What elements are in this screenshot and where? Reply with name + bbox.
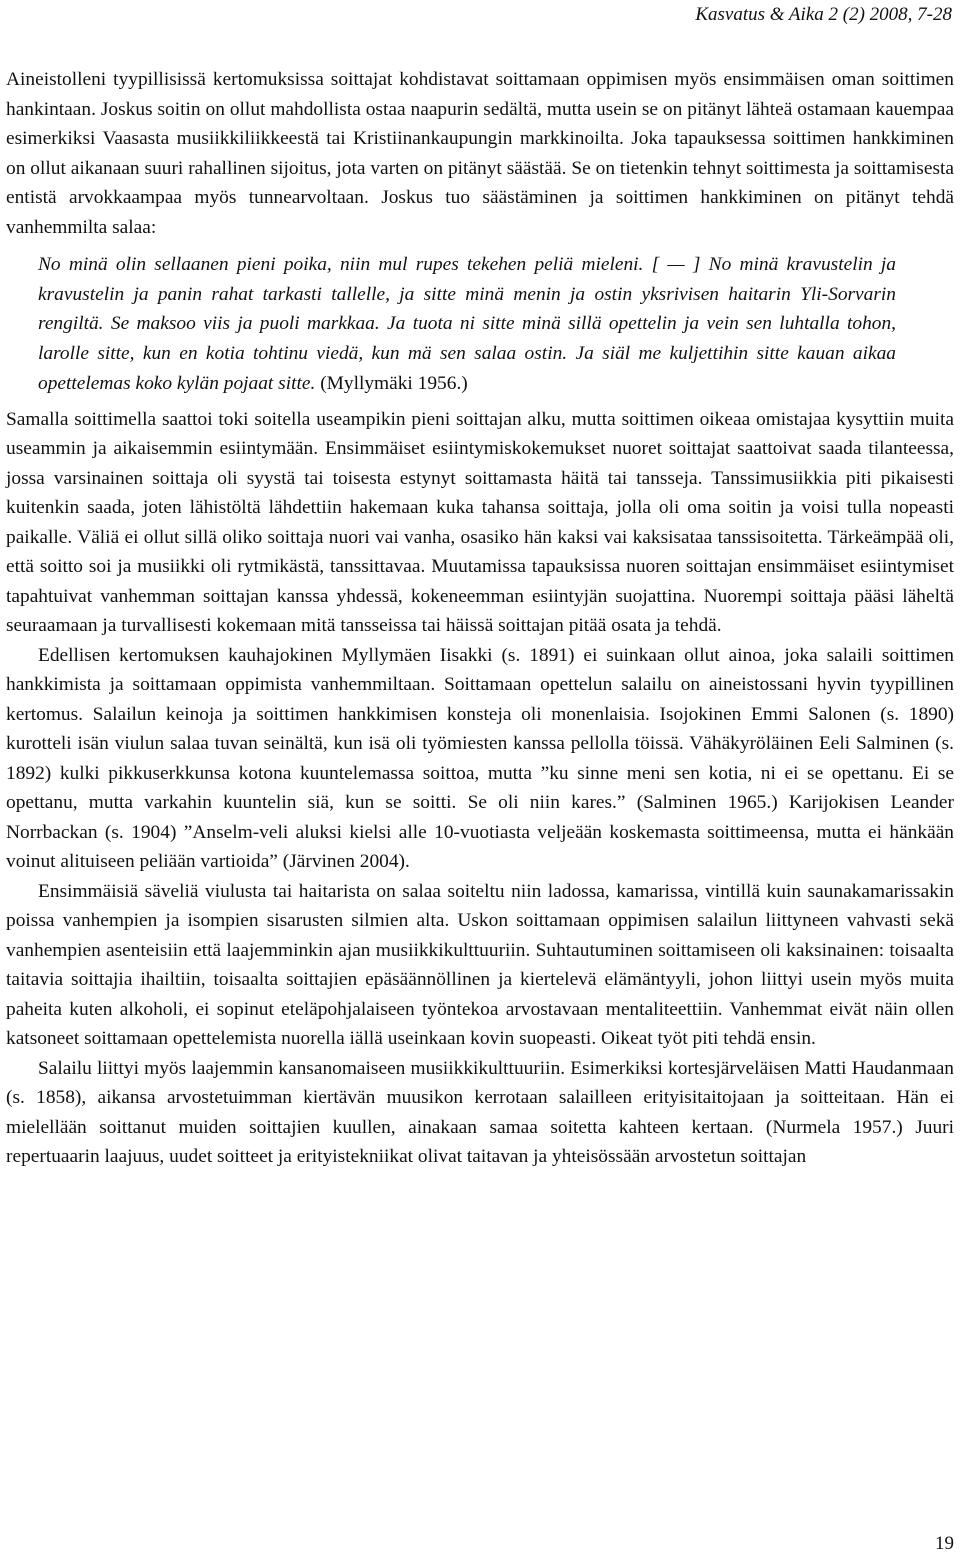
article-body [6, 65, 954, 1172]
running-header: Kasvatus & Aika 2 (2) 2008, 7-28 [695, 4, 952, 25]
quote-citation: (Myllymäki 1956.) [320, 372, 468, 394]
paragraph-2: Samalla soittimella saattoi toki soitella useampikin pieni soittajan alku, mutta soittimen oikeaa omistajaa kysyttiin muita useammin ja aikaisemmin esiintymään. Ensimmäiset esiintymiskokemukset nuoret soittajat saattoivat saada tilanteessa, jossa varsinainen soittaja oli syystä tai toisesta estynyt soittamasta häitä tai tansseja. Tanssimusiikkia piti pikaisesti kuitenkin saada, joten lähistöltä lähdettiin hakemaan kuka tahansa soittaja, jolla oli oma soitin ja voisi tulla nopeasti paikalle. Väliä ei ollut sillä oliko soittaja nuori vai vanha, osasiko hän kaksi vai kaksisataa tanssisoitetta. Tärkeämpää oli, että soitto soi ja musiikki oli rytmikästä, tanssittavaa. Muutamissa tapauksissa nuoren soittajan ensimmäiset esiintymiset tapahtuivat vanhemman soittajan kanssa yhdessä, kokeneemman esiintyjän suojattina. Nuorempi soittaja pääsi läheltä seuraamaan ja turvallisesti kokemaan mitä tansseissa tai häissä soittajan pitää osata ja tehdä. [6, 408, 954, 637]
paragraph-1: Aineistolleni tyypillisissä kertomuksissa soittajat kohdistavat soittamaan oppimisen myös ensimmäisen oman soittimen hankintaan. Joskus soitin on ollut mahdollista ostaa naapurin sedältä, mutta usein se on pitänyt lähteä ostamaan kauempaa esimerkiksi Vaasasta musiikkiliikkeestä tai Kristiinankaupungin markkinoilta. Joka tapauksessa soittimen hankkiminen on ollut aikanaan suuri rahallinen sijoitus, jota varten on pitänyt säästää. Se on tietenkin tehnyt soittimesta ja soittamisesta entistä arvokkaampaa myös tunnearvoltaan. Joskus tuo säästäminen ja soittimen hankkiminen on pitänyt tehdä vanhemmilta salaa: [6, 69, 954, 238]
paragraph-3: Edellisen kertomuksen kauhajokinen Myllymäen Iisakki (s. 1891) ei suinkaan ollut ainoa, joka salaili soittimen hankkimista ja soittamaan oppimista vanhemmiltaan. Soittamaan opettelun salailu on aineistossani hyvin tyypillinen kertomus. Salailun keinoja ja soittimen hankkimisen konsteja oli monenlaisia. Isojokinen Emmi Salonen (s. 1890) kurotteli isän viulun salaa tuvan seinältä, kun isä oli työmiesten kanssa pellolla töissä. Vähäkyröläinen Eeli Salminen (s. 1892) kulki pikkuserkkunsa kotona kuuntelemassa soittoa, mutta ”ku sinne meni sen kotia, ni ei se opettanu. Ei se opettanu, mutta varkahin kuuntelin siä, kun se soitti. Se oli niin kares.” (Salminen 1965.) Karijokisen Leander Norrbackan (s. 1904) ”Anselm-veli aluksi kielsi alle 10-vuotiasta veljeään koskemasta soittimeensa, mutta ei hänkään voinut alituiseen peliään vartioida” (Järvinen 2004). [6, 644, 954, 873]
quote-text: No minä olin sellaanen pieni poika, niin mul rupes tekehen peliä mieleni. [ — ] No minä kravustelin ja kravustelin ja panin rahat tarkasti tallelle, ja sitte minä menin ja ostin yksrivisen haitarin Yli-Sorvarin rengiltä. Se maksoo viis ja puoli markkaa. Ja tuota ni sitte minä sillä opettelin ja vein sen luhtalla tohon, larolle sitte, kun en kotia tohtinu viedä, kun mä sen salaa ostin. Ja siäl me kuljettihin sitte kauan aikaa opettelemas koko kylän pojaat sitte. [38, 254, 896, 394]
block-quote [38, 250, 896, 399]
paragraph-4: Ensimmäisiä säveliä viulusta tai haitarista on salaa soiteltu niin ladossa, kamarissa, vintillä kuin saunakamarissakin poissa vanhempien ja isompien sisarusten silmien alta. Uskon soittamaan oppimisen salailun liittyneen vahvasti sekä vanhempien asenteisiin että laajemminkin ajan musiikkikulttuuriin. Suhtautuminen soittamiseen oli kaksinainen: toisaalta taitavia soittajia ihailtiin, toisaalta soittajien epäsäännöllinen ja kiertelevä elämäntyyli, johon liittyi usein myös muita paheita kuten alkoholi, ei sopinut eteläpohjalaiseen työntekoa arvostavaan mentaliteettiin. Vanhemmat eivät näin ollen katsoneet soittamaan opettelemista nuorella iällä useinkaan kovin suopeasti. Oikeat työt piti tehdä ensin. [6, 880, 954, 1050]
page-number: 19 [935, 1533, 954, 1554]
paragraph-5: Salailu liittyi myös laajemmin kansanomaiseen musiikkikulttuuriin. Esimerkiksi kortesjärveläisen Matti Haudanmaan (s. 1858), aikansa arvostetuimman kiertävän muusikon kerrotaan salailleen erityisitaitojaan ja soitteitaan. Hän ei mielellään soittanut muiden soittajien kuullen, ainakaan samaa soitetta kahteen kertaan. (Nurmela 1957.) Juuri repertuaarin laajuus, uudet soitteet ja erityistekniikat olivat taitavan ja yhteisössään arvostetun soittajan [6, 1057, 954, 1168]
